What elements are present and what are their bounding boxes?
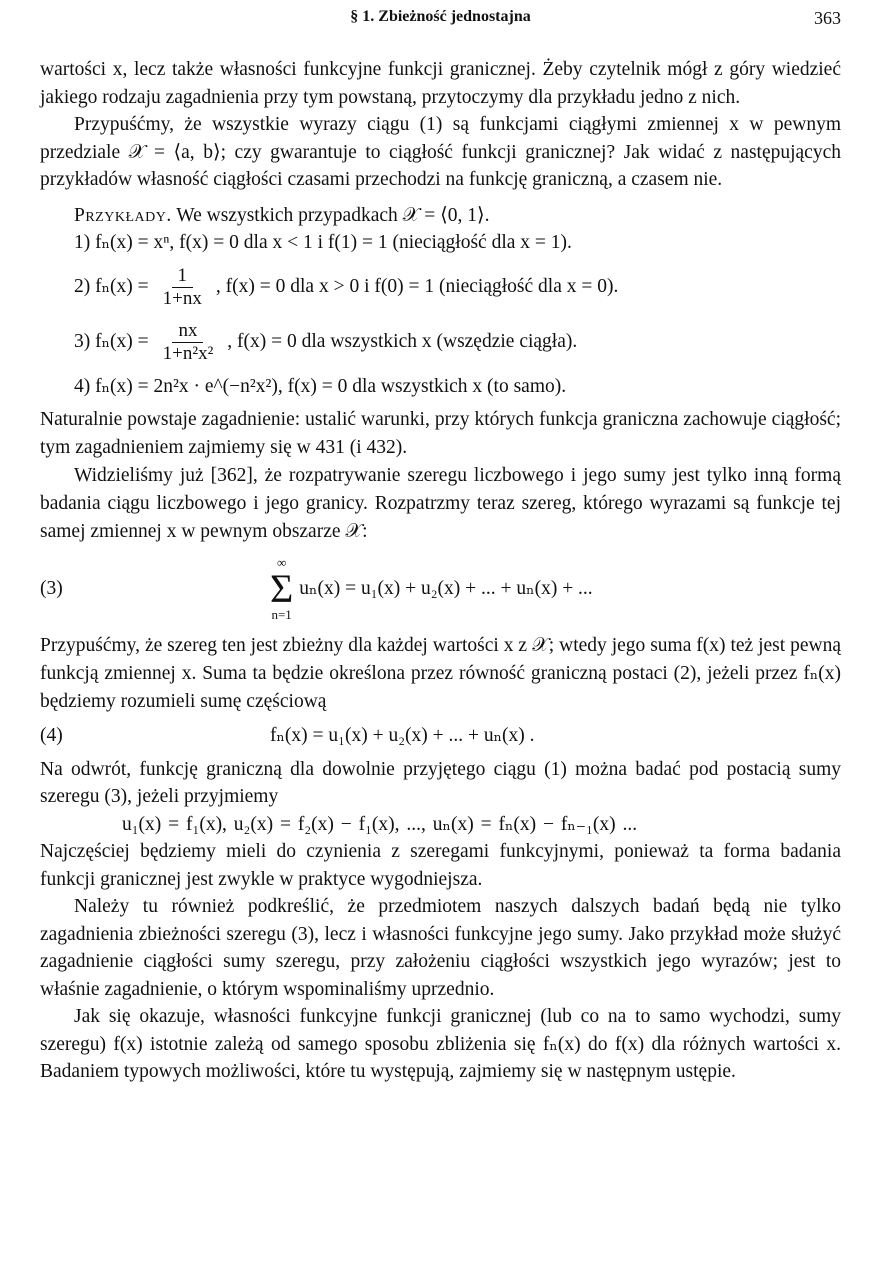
paragraph-9: Jak się okazuje, własności funkcyjne funkcji granicznej (lub co na to samo wychodzi, sumy szeregu) f(x) istotnie zależą od samego sposobu zbliżenia się fₙ(x) do f(x) dla różnych wartości x. Badaniem typowych możliwości, które tu występują, zajmiemy się w następnym ustępie. bbox=[40, 1006, 841, 1082]
u-definitions: u₁(x) = f₁(x), u₂(x) = f₂(x) − f₁(x), ..., uₙ(x) = fₙ(x) − fₙ₋₁(x) ... bbox=[122, 813, 638, 835]
fraction-numerator: 1 bbox=[172, 265, 194, 288]
example-3 bbox=[40, 320, 841, 365]
sum-lower-limit: n=1 bbox=[271, 607, 292, 622]
running-header bbox=[40, 8, 841, 32]
page-number: 363 bbox=[814, 8, 841, 28]
paragraph-2: Przypuśćmy, że wszystkie wyrazy ciągu (1) są funkcjami ciągłymi zmiennej x w pewnym przedziale 𝒳 = ⟨a, b⟩; czy gwarantuje to ciągłość funkcji granicznej? Jak widać z następujących przykładów własność ciągłości czasami przechodzi na funkcję graniczną, a czasem nie. bbox=[40, 114, 841, 190]
example-4: 4) fₙ(x) = 2n²x · e^(−n²x²), f(x) = 0 dla wszystkich x (to samo). bbox=[74, 375, 567, 397]
paragraph-7: Najczęściej będziemy mieli do czynienia z szeregami funkcyjnymi, ponieważ ta forma badania funkcji granicznej jest zwykle w praktyce wygodniejsza. bbox=[40, 841, 841, 890]
paragraph-3: Naturalnie powstaje zagadnienie: ustalić warunki, przy których funkcja graniczna zachowuje ciągłość; tym zagadnieniem zajmiemy się w 431 (i 432). bbox=[40, 409, 841, 458]
equation-4 bbox=[40, 722, 841, 750]
example-2-prefix: 2) fₙ(x) = bbox=[74, 276, 149, 298]
sigma-symbol: Σ bbox=[270, 566, 294, 611]
fraction-denominator: 1+n²x² bbox=[162, 342, 214, 364]
example-3-fraction bbox=[159, 320, 218, 365]
equation-3-label: (3) bbox=[40, 578, 63, 600]
paragraph-4: Widzieliśmy już [362], że rozpatrywanie szeregu liczbowego i jego sumy jest tylko inną formą badania ciągu liczbowego i jego granicy. Rozpatrzmy teraz szereg, którego wyrazami są funkcje tej samej zmiennej x w pewnym obszarze 𝒳: bbox=[40, 465, 841, 542]
equation-4-label: (4) bbox=[40, 725, 63, 746]
example-1: 1) fₙ(x) = xⁿ, f(x) = 0 dla x < 1 i f(1) = 1 (nieciągłość dla x = 1). bbox=[74, 232, 572, 253]
example-2-fraction bbox=[159, 265, 206, 310]
examples-heading bbox=[40, 202, 841, 230]
equation-3 bbox=[40, 556, 841, 622]
paragraph-5: Przypuśćmy, że szereg ten jest zbieżny dla każdej wartości x z 𝒳; wtedy jego suma f(x) też jest pewną funkcją zmiennej x. Suma ta będzie określona przez równość graniczną postaci (2), jeżeli przez fₙ(x) będziemy rozumieli sumę częściową bbox=[40, 635, 841, 712]
summation-sign bbox=[270, 556, 293, 622]
section-title: § 1. Zbieżność jednostajna bbox=[350, 8, 531, 25]
examples-intro: We wszystkich przypadkach 𝒳 = ⟨0, 1⟩. bbox=[176, 204, 490, 226]
paragraph-8: Należy tu również podkreślić, że przedmiotem naszych dalszych badań będą nie tylko zagadnienia zbieżności szeregu (3), lecz i własności funkcyjne jego sumy. Jako przykład może służyć zagadnienie ciągłości sumy szeregu, przy założeniu ciągłości wszystkich jego wyrazów; jest to właśnie zagadnienie, o którym wspominaliśmy uprzednio. bbox=[40, 896, 841, 1000]
example-3-prefix: 3) fₙ(x) = bbox=[74, 331, 149, 353]
example-2-suffix: , f(x) = 0 dla x > 0 i f(0) = 1 (nieciągłość dla x = 0). bbox=[215, 276, 619, 298]
equation-4-body: fₙ(x) = u₁(x) + u₂(x) + ... + uₙ(x) . bbox=[270, 725, 535, 746]
paragraph-6: Na odwrót, funkcję graniczną dla dowolnie przyjętego ciągu (1) można badać pod postacią sumy szeregu (3), jeżeli przyjmiemy bbox=[40, 758, 841, 807]
fraction-numerator: nx bbox=[172, 320, 203, 343]
examples-title: Przykłady. bbox=[74, 204, 172, 226]
example-3-suffix: , f(x) = 0 dla wszystkich x (wszędzie ciągła). bbox=[227, 331, 578, 353]
paragraph-1: wartości x, lecz także własności funkcyjne funkcji granicznej. Żeby czytelnik mógł z góry wiedzieć jakiego rodzaju zagadnienia przy tym powstaną, przytoczymy dla przykładu jedno z nich. bbox=[40, 59, 841, 108]
fraction-denominator: 1+nx bbox=[162, 287, 202, 309]
example-2 bbox=[40, 265, 841, 310]
sum-upper-limit: ∞ bbox=[277, 555, 287, 570]
equation-3-body: uₙ(x) = u₁(x) + u₂(x) + ... + uₙ(x) + ... bbox=[299, 578, 593, 600]
page-body bbox=[40, 56, 841, 1086]
